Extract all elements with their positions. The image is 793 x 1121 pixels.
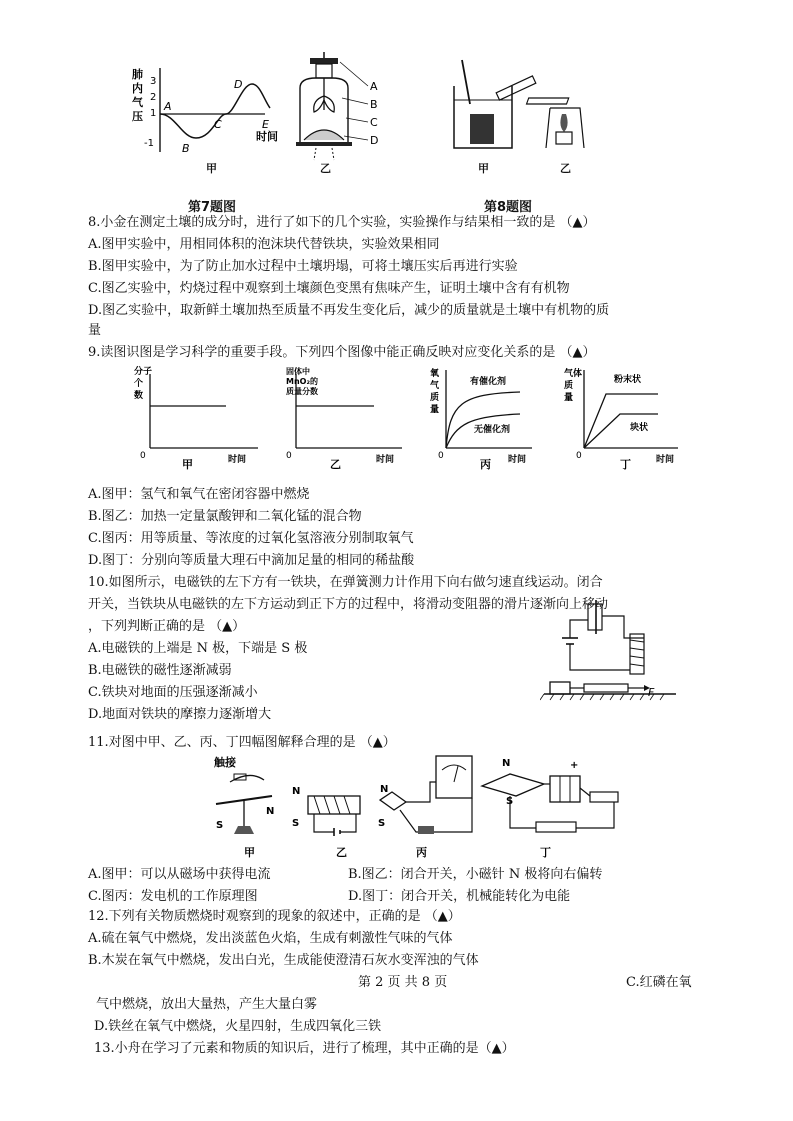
- q9-ding-bottom: 块状: [630, 423, 649, 433]
- svg-text:N: N: [502, 758, 511, 769]
- svg-text:S: S: [506, 796, 514, 807]
- q11-touch-label: 触接: [214, 756, 236, 769]
- q9-ding-top: 粉末状: [614, 375, 642, 385]
- q11-stem: 11.对图中甲、乙、丙、丁四幅图解释合理的是 （▲）: [88, 735, 396, 750]
- q12-option-c: C.红磷在氧: [626, 975, 692, 990]
- q9-stem: 9.读图识图是学习科学的重要手段。下列四个图像中能正确反映对应变化关系的是 （▲）: [88, 345, 596, 360]
- fig7-part-a: A: [370, 80, 378, 93]
- q11-panel-ding-drawing: [482, 758, 618, 832]
- fig7-point-d: D: [234, 78, 243, 91]
- q10-option-a: A.电磁铁的上端是 N 极，下端是 S 极: [88, 641, 308, 656]
- q9-bing-top: 有催化剂: [470, 377, 507, 387]
- svg-text:质: 质: [430, 393, 440, 403]
- svg-text:数: 数: [134, 391, 144, 401]
- svg-text:量: 量: [564, 393, 574, 403]
- svg-text:质量分数: 质量分数: [286, 387, 318, 396]
- fig7-bell-jar: [296, 52, 368, 160]
- q11-panel-jia: 甲: [244, 846, 255, 859]
- svg-text:S: S: [292, 818, 300, 829]
- fig7-tick: 2: [150, 92, 157, 103]
- figure-8: [440, 56, 600, 156]
- svg-text:气体: 气体: [564, 369, 583, 379]
- svg-text:气: 气: [430, 381, 440, 391]
- fig8-panel-b: 乙: [560, 162, 571, 175]
- q11-panel-yi: 乙: [336, 846, 347, 859]
- svg-text:质: 质: [564, 381, 574, 391]
- q11-panel-bing: 丙: [416, 846, 427, 859]
- q9-ding-xlabel: 时间: [656, 455, 675, 465]
- q11-panel-yi-drawing: [292, 786, 360, 836]
- fig7-part-b: B: [370, 98, 378, 111]
- q9-jia-origin: 0: [140, 451, 146, 461]
- q9-ding-origin: 0: [576, 451, 582, 461]
- q10-stem-1: 10.如图所示，电磁铁的左下方有一铁块，在弹簧测力计作用下向右做匀速直线运动。闭合: [88, 575, 603, 590]
- q9-option-b: B.图乙：加热一定量氯酸钾和二氧化锰的混合物: [88, 509, 362, 524]
- q9-ding-name: 丁: [620, 458, 631, 471]
- figure-7-pressure-graph: [130, 48, 390, 188]
- q10-spring-scale: [584, 684, 628, 692]
- q11-panel-ding: 丁: [540, 846, 551, 859]
- fig7-tick: -1: [144, 138, 154, 149]
- q9-yi-origin: 0: [286, 451, 292, 461]
- q11-option-b: B.图乙：闭合开关，小磁针 N 极将向右偏转: [348, 867, 603, 882]
- fig7-part-d: D: [370, 134, 379, 147]
- q10-circuit-diagram: [540, 598, 680, 708]
- svg-text:N: N: [380, 784, 389, 795]
- fig7-point-e: E: [262, 118, 269, 131]
- page-footer: 第 2 页 共 8 页: [358, 975, 448, 990]
- q11-option-c: C.图丙：发电机的工作原理图: [88, 889, 258, 904]
- q9-option-c: C.图丙：用等质量、等浓度的过氧化氢溶液分别制取氧气: [88, 531, 414, 546]
- q10-option-b: B.电磁铁的磁性逐渐减弱: [88, 663, 232, 678]
- q11-battery: [550, 776, 580, 802]
- q9-graph-bing: [430, 367, 532, 471]
- q8-option-b: B.图甲实验中，为了防止加水过程中土壤坍塌，可将土壤压实后再进行实验: [88, 259, 518, 274]
- figure-8-soil-apparatus: [440, 56, 600, 156]
- svg-text:固体中: 固体中: [286, 367, 310, 376]
- fig7-point-c: C: [214, 118, 222, 131]
- svg-text:MnO₂的: MnO₂的: [286, 377, 318, 386]
- q9-graph-yi: [286, 366, 402, 471]
- q8-stem: 8.小金在测定土壤的成分时，进行了如下的几个实验，实验操作与结果相一致的是 （▲）: [88, 215, 596, 230]
- q9-graphs: [130, 364, 690, 476]
- fig7-tick: 3: [150, 76, 157, 87]
- q9-jia-name: 甲: [182, 458, 193, 471]
- fig7-tick: 1: [150, 108, 157, 119]
- q9-graph-jia: [133, 365, 258, 471]
- svg-text:量: 量: [430, 405, 440, 415]
- q10-iron-block: [550, 682, 570, 694]
- q8-option-d: D.图乙实验中，取新鲜土壤加热至质量不再发生变化后，减少的质量就是土壤中有机物的质: [88, 303, 610, 318]
- q10-stem-2: 开关，当铁块从电磁铁的左下方运动到正下方的过程中，将滑动变阻器的滑片逐渐向上移动: [88, 597, 609, 612]
- q9-option-d: D.图丁：分别向等质量大理石中滴加足量的相同的稀盐酸: [88, 553, 415, 568]
- q10-force-label: F: [648, 686, 655, 699]
- q10-option-c: C.铁块对地面的压强逐渐减小: [88, 685, 258, 700]
- svg-text:N: N: [266, 806, 275, 817]
- q12-option-b: B.木炭在氧气中燃烧，发出白光，生成能使澄清石灰水变浑浊的气体: [88, 953, 479, 968]
- q9-yi-name: 乙: [330, 458, 341, 471]
- q13-stem: 13.小舟在学习了元素和物质的知识后，进行了梳理，其中正确的是（▲）: [94, 1041, 515, 1056]
- fig7-panel-a: 甲: [206, 162, 217, 175]
- q11-option-a: A.图甲：可以从磁场中获得电流: [88, 867, 271, 882]
- q11-diagrams: [210, 752, 630, 864]
- fig7-caption: 第7题图: [188, 200, 237, 215]
- q11-option-d: D.图丁：闭合开关，机械能转化为电能: [348, 889, 571, 904]
- fig8-caption: 第8题图: [484, 200, 533, 215]
- q9-bing-name: 丙: [480, 458, 491, 471]
- q12-option-c-cont: 气中燃烧，放出大量热，产生大量白雾: [96, 997, 318, 1012]
- q8-option-d-cont: 量: [88, 323, 102, 338]
- q9-bing-origin: 0: [438, 451, 444, 461]
- svg-text:个: 个: [134, 379, 144, 389]
- q9-graph-ding: [564, 367, 678, 471]
- q12-option-d: D.铁丝在氧气中燃烧，火星四射，生成四氧化三铁: [94, 1019, 382, 1034]
- fig7-point-b: B: [182, 142, 190, 155]
- fig7-panel-b: 乙: [320, 162, 331, 175]
- q10-stem-3: ，下列判断正确的是 （▲）: [88, 619, 246, 634]
- q11-panel-jia-drawing: [216, 774, 274, 834]
- fig8-panel-a: 甲: [478, 162, 489, 175]
- q12-option-a: A.硫在氧气中燃烧，发出淡蓝色火焰，生成有刺激性气味的气体: [88, 931, 453, 946]
- fig7-x-label: 时间: [256, 130, 278, 143]
- fig8-burner: [527, 98, 584, 148]
- fig7-ylabel-2: 内: [132, 82, 143, 95]
- svg-text:N: N: [292, 786, 301, 797]
- q11-galvanometer: [436, 756, 472, 798]
- q9-yi-xlabel: 时间: [376, 455, 395, 465]
- q8-option-a: A.图甲实验中，用相同体积的泡沫块代替铁块，实验效果相同: [88, 237, 440, 252]
- q9-option-a: A.图甲：氢气和氧气在密闭容器中燃烧: [88, 487, 310, 502]
- svg-text:氧: 氧: [430, 369, 440, 379]
- svg-text:+: +: [570, 760, 579, 771]
- q12-stem: 12.下列有关物质燃烧时观察到的现象的叙述中，正确的是 （▲）: [88, 909, 461, 924]
- q11-panel-bing-drawing: [378, 756, 472, 834]
- fig7-point-a: A: [164, 100, 172, 113]
- q9-bing-xlabel: 时间: [508, 455, 527, 465]
- figure-7: [130, 48, 390, 188]
- q10-option-d: D.地面对铁块的摩擦力逐渐增大: [88, 707, 272, 722]
- fig8-beaker: [454, 60, 536, 148]
- q8-option-c: C.图乙实验中，灼烧过程中观察到土壤颜色变黑有焦味产生，证明土壤中含有有机物: [88, 281, 570, 296]
- q9-jia-xlabel: 时间: [228, 455, 247, 465]
- fig7-ylabel-4: 压: [132, 110, 143, 123]
- fig7-ylabel-3: 气: [132, 96, 143, 109]
- fig7-part-c: C: [370, 116, 378, 129]
- q9-bing-bottom: 无催化剂: [474, 425, 511, 435]
- svg-text:S: S: [216, 820, 224, 831]
- svg-text:分子: 分子: [134, 367, 153, 377]
- fig7-ylabel-1: 肺: [132, 68, 143, 81]
- svg-text:S: S: [378, 818, 386, 829]
